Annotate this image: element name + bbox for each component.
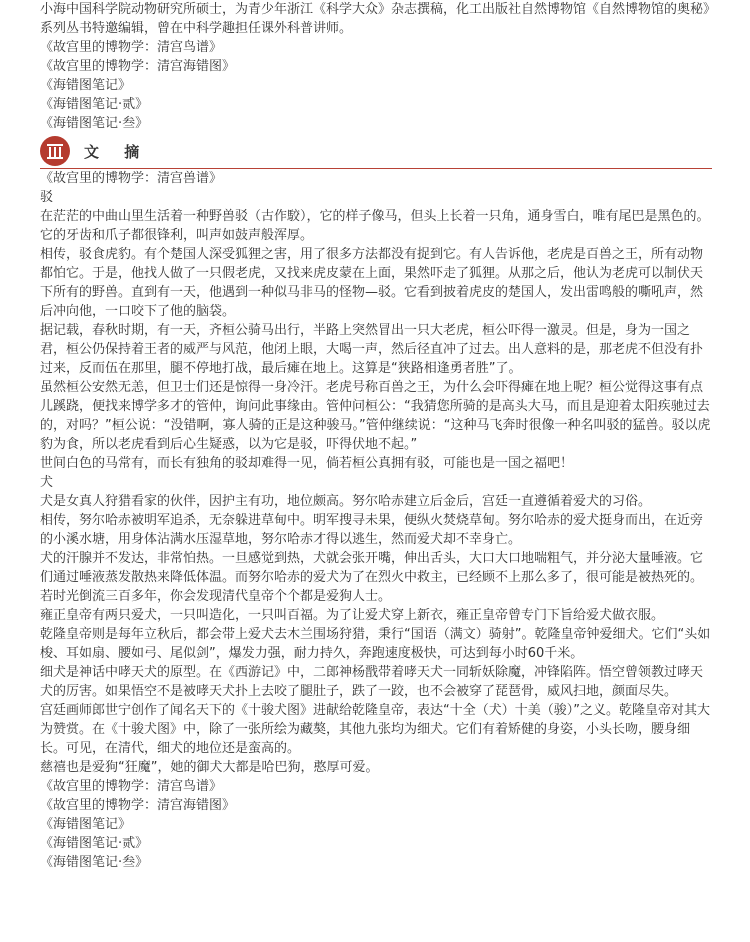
paragraph: 世间白色的马常有，而长有独角的驳却难得一见，倘若桓公真拥有驳，可能也是一国之福吧！ [40,456,574,471]
book-link[interactable]: 《海错图笔记·叁》 [40,116,149,131]
section-title: 文 摘 [84,143,150,161]
paragraph: 宫廷画师郎世宁创作了闻名天下的《十骏犬图》进献给乾隆皇帝，表达“十全（犬）十美（骏）”之义。乾隆皇帝对其大为赞赏。在《十骏犬图》中，除了一张所绘为藏獒，其他九张均为细犬。它们有着矫健的身姿，小头长吻，腰身细长。可见，在清代，细犬的地位还是蛮高的。 [40,703,710,756]
paragraph: 慈禧也是爱狗“狂魔”，她的御犬大都是哈巴狗，憨厚可爱。 [40,760,379,775]
book-link[interactable]: 《海错图笔记》 [40,817,132,832]
paragraph: 乾隆皇帝则是每年立秋后，都会带上爱犬去木兰围场狩猎，秉行“国语（满文）骑射”。乾隆皇帝钟爱细犬。它们“头如梭、耳如扇、腰如弓、尾似剑”，爆发力强，耐力持久，奔跑速度极快，可达到每小时60千米。 [40,627,711,661]
section-header [40,135,712,169]
book-link[interactable]: 《故宫里的博物学：清宫海错图》 [40,59,236,74]
paragraph: 相传，驳食虎豹。有个楚国人深受狐狸之害，用了很多方法都没有捉到它。有人告诉他，老虎是百兽之王，所有动物都怕它。于是，他找人做了一只假老虎，又找来虎皮蒙在上面，果然吓走了狐狸。从那之后，他认为老虎可以制伏天下所有的野兽。直到有一天，他遇到一种似马非马的怪物—驳。它看到披着虎皮的楚国人，发出雷鸣般的嘶吼声，然后冲向他，一口咬下了他的脑袋。 [40,247,704,319]
subheading-quan: 犬 [40,475,54,490]
paragraph: 犬的汗腺并不发达，非常怕热。一旦感觉到热，犬就会张开嘴，伸出舌头，大口大口地喘粗气，并分泌大量唾液。它们通过唾液蒸发散热来降低体温。而努尔哈赤的爱犬为了在烈火中救主，已经顾不上那么多了，很可能是被热死的。 [40,551,704,585]
book-link[interactable]: 《故宫里的博物学：清宫鸟谱》 [40,40,223,55]
book-link[interactable]: 《海错图笔记》 [40,78,132,93]
paragraph: 若时光倒流三百多年，你会发现清代皇帝个个都是爱狗人士。 [40,589,392,604]
book-link[interactable]: 《海错图笔记·叁》 [40,855,149,870]
paragraph: 犬是女真人狩猎看家的伙伴，因护主有功，地位颇高。努尔哈赤建立后金后，宫廷一直遵循着爱犬的习俗。 [40,494,652,509]
paragraph: 据记载，春秋时期，有一天，齐桓公骑马出行，半路上突然冒出一只大老虎，桓公吓得一激灵。但是，身为一国之君，桓公仍保持着王者的威严与风范，他闭上眼，大喝一声，然后径直冲了过去。出人意料的是，那老虎不但没有扑过来，反而伍在那里，腿不停地打战，最后瘫在地上。这算是“狭路相逢勇者胜”了。 [40,323,704,376]
paragraph: 相传，努尔哈赤被明军追杀，无奈躲进草甸中。明军搜寻未果，便纵火焚烧草甸。努尔哈赤的爱犬挺身而出，在近旁的小溪水塘，用身体沾满水压湿草地，努尔哈赤才得以逃生，然而爱犬却不幸身亡。 [40,513,704,547]
paragraph: 在茫茫的中曲山里生活着一种野兽驳（古作駮），它的样子像马，但头上长着一只角，通身雪白，唯有尾巴是黑色的。它的牙齿和爪子都很锋利，叫声如鼓声般浑厚。 [40,209,710,243]
logo-seal-icon [40,136,70,166]
book-link[interactable]: 《海错图笔记·贰》 [40,97,149,112]
page [40,0,712,872]
book-link[interactable]: 《故宫里的博物学：清宫海错图》 [40,798,236,813]
author-bio: 小海中国科学院动物研究所硕士，为青少年浙江《科学大众》杂志撰稿，化工出版社自然博物馆《自然博物馆的奥秘》系列丛书特邀编辑，曾在中科学趣担任课外科普讲师。 [40,2,710,36]
book-link[interactable]: 《海错图笔记·贰》 [40,836,149,851]
paragraph: 雍正皇帝有两只爱犬，一只叫造化，一只叫百福。为了让爱犬穿上新衣，雍正皇帝曾专门下旨给爱犬做衣服。 [40,608,665,623]
paragraph: 细犬是神话中哮天犬的原型。在《西游记》中，二郎神杨戬带着哮天犬一同斩妖除魔，冲锋陷阵。悟空曾领教过哮天犬的厉害。如果悟空不是被哮天犬扑上去咬了腿肚子，跌了一跤，也不会被穿了琵琶骨，威风扫地，颜面尽失。 [40,665,704,699]
subheading-bo: 驳 [40,190,54,205]
book-link[interactable]: 《故宫里的博物学：清宫鸟谱》 [40,779,223,794]
article-source: 《故宫里的博物学：清宫兽谱》 [40,171,223,186]
paragraph: 虽然桓公安然无恙，但卫士们还是惊得一身冷汗。老虎号称百兽之王，为什么会吓得瘫在地上呢？桓公觉得这事有点儿蹊跷，便找来博学多才的管仲，询问此事缘由。管仲问桓公：“我猜您所骑的是高头大马，而且是迎着太阳疾驰过去的，对吗？”桓公说：“没错啊，寡人骑的正是这种骏马。”管仲继续说：“这种马飞奔时很像一种名叫驳的猛兽。驳以虎豹为食，所以老虎看到后心生疑惑，以为它是驳，吓得伏地不起。” [40,380,711,452]
